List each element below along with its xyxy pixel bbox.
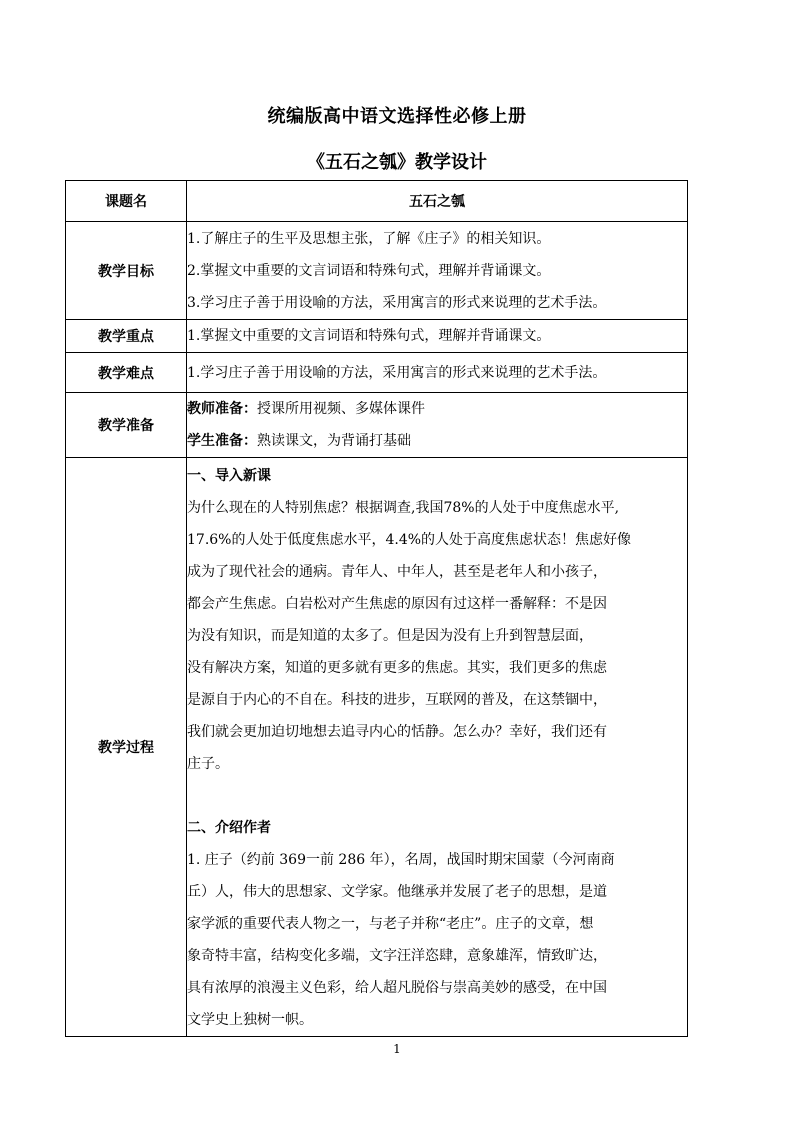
difficulty-label: 教学难点 <box>66 353 187 393</box>
key-points-content <box>187 320 688 353</box>
topic-label: 课题名 <box>66 181 187 222</box>
intro-paragraph-line: 为没有知识，而是知道的太多了。但是因为没有上升到智慧层面， <box>187 628 593 644</box>
goals-row <box>66 222 688 320</box>
intro-paragraph-line: 17.6%的人处于低度焦虑水平，4.4%的人处于高度焦虑状态！焦虑好像 <box>187 532 632 548</box>
document-title: 统编版高中语文选择性必修上册 <box>267 106 527 127</box>
student-preparation-label: 学生准备： <box>187 433 257 449</box>
topic-row <box>66 181 688 222</box>
author-paragraph-line: 家学派的重要代表人物之一，与老子并称“老庄”。庄子的文章，想 <box>187 916 594 932</box>
goal-item: 2.掌握文中重要的文言词语和特殊句式，理解并背诵课文。 <box>187 262 551 279</box>
goal-item: 1.了解庄子的生平及思想主张，了解《庄子》的相关知识。 <box>187 230 551 247</box>
lesson-plan-table <box>65 180 688 1037</box>
document-subtitle: 《五石之瓠》教学设计 <box>307 152 487 173</box>
key-point-item: 1.掌握文中重要的文言词语和特殊句式，理解并背诵课文。 <box>187 328 551 344</box>
student-preparation <box>187 425 687 457</box>
intro-paragraph-line: 我们就会更加迫切地想去追寻内心的恬静。怎么办？幸好，我们还有 <box>187 724 607 740</box>
process-label: 教学过程 <box>66 458 187 1037</box>
goal-item: 3.学习庄子善于用设喻的方法，采用寓言的形式来说理的艺术手法。 <box>187 294 607 311</box>
topic-value: 五石之瓠 <box>187 181 688 222</box>
teacher-preparation <box>187 393 687 425</box>
section-heading-intro: 一、导入新课 <box>187 468 271 484</box>
intro-paragraph-line: 都会产生焦虑。白岩松对产生焦虑的原因有过这样一番解释：不是因 <box>187 596 607 612</box>
author-paragraph-line: 象奇特丰富，结构变化多端，文字汪洋恣肆，意象雄浑，情致旷达， <box>187 948 607 964</box>
difficulty-row <box>66 353 688 393</box>
intro-paragraph-line: 成为了现代社会的通病。青年人、中年人，甚至是老年人和小孩子， <box>187 564 607 580</box>
difficulty-item: 1.学习庄子善于用设喻的方法，采用寓言的形式来说理的艺术手法。 <box>187 364 607 381</box>
author-paragraph-line: 丘）人，伟大的思想家、文学家。他继承并发展了老子的思想，是道 <box>187 884 607 900</box>
key-points-label: 教学重点 <box>66 320 187 353</box>
intro-paragraph-line: 庄子。 <box>187 756 229 772</box>
process-content <box>187 458 688 1037</box>
teacher-preparation-text: 授课所用视频、多媒体课件 <box>257 401 425 417</box>
intro-paragraph-line: 为什么现在的人特别焦虑？根据调查,我国78%的人处于中度焦虑水平, <box>187 500 620 516</box>
key-points-row <box>66 320 688 353</box>
preparation-row <box>66 393 688 458</box>
preparation-content <box>187 393 688 458</box>
goals-label: 教学目标 <box>66 222 187 320</box>
intro-paragraph-line: 是源自于内心的不自在。科技的进步，互联网的普及，在这禁锢中， <box>187 692 607 708</box>
preparation-label: 教学准备 <box>66 393 187 458</box>
page-number: 1 <box>393 1042 401 1056</box>
teacher-preparation-label: 教师准备： <box>187 401 257 417</box>
author-paragraph-line: 1. 庄子（约前 369一前 286 年），名周，战国时期宋国蒙（今河南商 <box>187 852 615 868</box>
author-paragraph-line: 具有浓厚的浪漫主义色彩，给人超凡脱俗与崇高美妙的感受，在中国 <box>187 980 607 996</box>
goals-content <box>187 222 688 320</box>
paragraph-spacer <box>187 780 687 812</box>
student-preparation-text: 熟读课文，为背诵打基础 <box>257 433 411 449</box>
author-paragraph-line: 文学史上独树一帜。 <box>187 1012 313 1028</box>
difficulty-content <box>187 353 688 393</box>
section-heading-author: 二、介绍作者 <box>187 820 271 836</box>
process-row <box>66 458 688 1037</box>
intro-paragraph-line: 没有解决方案，知道的更多就有更多的焦虑。其实，我们更多的焦虑 <box>187 660 607 676</box>
